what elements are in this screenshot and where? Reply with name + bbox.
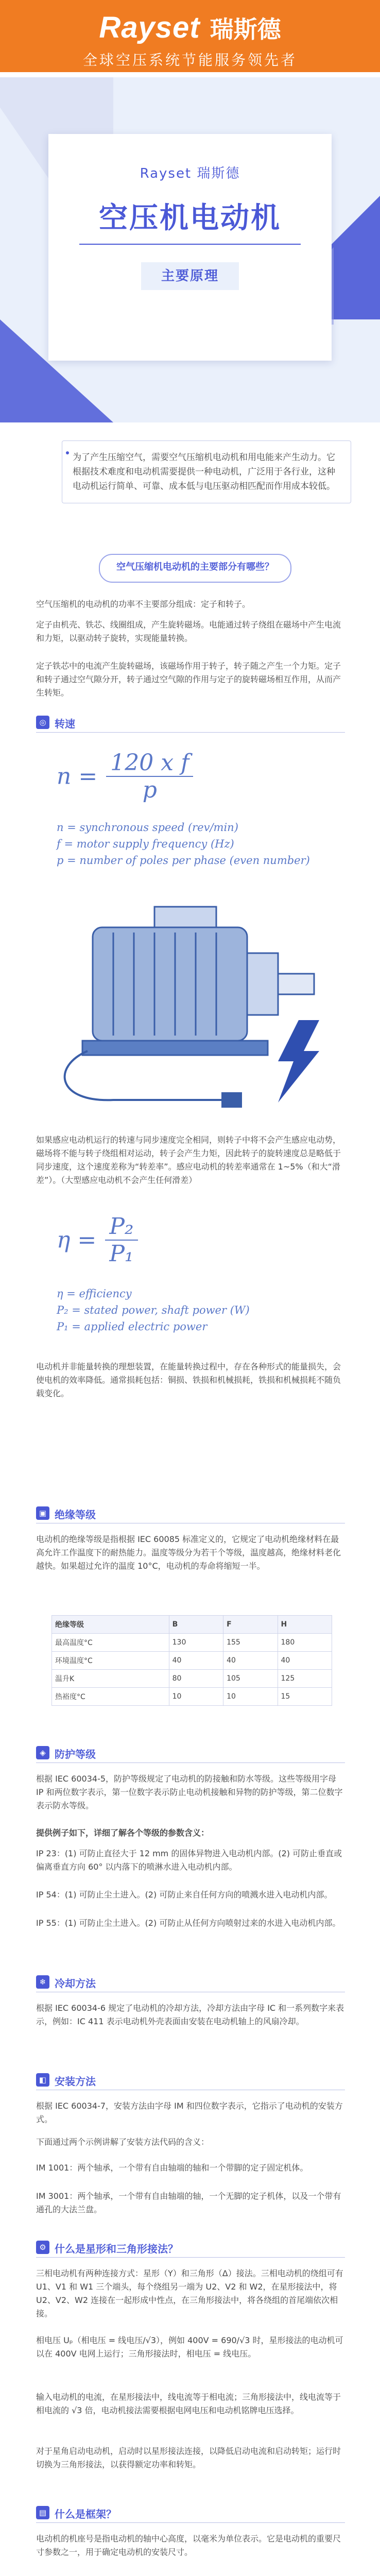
section-title: 防护等级 [55,1748,96,1760]
motor-illustration [51,896,330,1113]
paragraph: 电动机的机座号是指电动机的轴中心高度，以毫米为单位表示。它是电动机的重要尺寸参数之一，用于确定电动机的安装尺寸。 [36,2534,341,2557]
section-title: 绝缘等级 [55,1509,96,1521]
section-title: 什么是星形和三角形接法？ [55,2243,178,2255]
table-row: 环境温度°C 40 40 40 [52,1652,332,1670]
formula-denominator: p [142,777,157,803]
paragraph: 如果感应电动机运行的转速与同步速度完全相同，则转子中将不会产生感应电动势，磁场将不能与转子绕组相对运动，转子会产生力矩，因此转子的旋转速度总是略低于同步速度，这个速度差称为“转差率”。感应电动机的转差率通常在 1~5%（和大“滑差”）。（大型感应电动机不会产生任何滑差） [36,1135,341,1185]
formula-legend-p1: P₁ = applied electric power [57,1320,208,1333]
speed-formula [57,750,193,803]
page-title: 空压机电动机 [99,201,281,235]
question-banner: 空气压缩机电动机的主要部分有哪些？ [99,554,291,583]
formula-numerator: 120 x f [106,750,193,777]
section-frame [36,2504,345,2523]
paragraph: 电动机并非能量转换的理想装置，在能量转换过程中，存在各种形式的能量损失，会使电机的效率降低。通常损耗包括：铜损、铁损和机械损耗，铁损和机械损耗不随负载变化。 [36,1362,341,1398]
list-item: IM 1001：两个轴承，一个带有自由轴端的轴和一个带脚的定子固定机体。 [36,2163,308,2173]
title-card [48,134,332,361]
efficiency-formula [57,1213,138,1267]
section-insulation [36,1504,345,1523]
formula-legend-f: f = motor supply frequency (Hz) [57,838,234,850]
paragraph: 电动机的绝缘等级是指根据 IEC 60085 标准定义的，它规定了电动机绝缘材料在最高允许工作温度下的耐热能力。温度等级分为若干个等级，温度越高，绝缘材料老化越快。如果超过允许的温度 10°C，电动机的寿命将缩短一半。 [36,1534,341,1571]
card-brand: Rayset 瑞斯德 [140,166,240,181]
table-row: 最高温度°C 130 155 180 [52,1634,332,1652]
brand-cn: 瑞斯德 [210,15,281,43]
list-item: IP 23：(1) 可防止直径大于 12 mm 的固体异物进入电动机内部。(2) 可防止垂直或偏离垂直方向 60° 以内落下的喷淋水进入电动机内部。 [36,1849,342,1872]
subtitle-badge: 主要原理 [141,262,239,290]
list-item: IP 54：(1) 可防止尘土进入。(2) 可防止来自任何方向的喷溅水进入电动机内部。 [36,1890,333,1900]
frame-icon: ▤ [36,2506,49,2519]
section-title: 转速 [55,718,75,730]
section-protection [36,1744,345,1763]
formula-lhs: η = [57,1227,97,1253]
header-band [0,0,380,72]
connection-icon: ⚙ [36,2241,49,2254]
paragraph: 提供例子如下，详细了解各个等级的参数含义： [36,1828,210,1838]
formula-lhs: n = [57,763,98,790]
formula-legend-n: n = synchronous speed (rev/min) [57,821,238,834]
insulation-table [51,1615,332,1706]
section-title: 安装方法 [55,2075,96,2088]
formula-legend-p2: P₂ = stated power, shaft power (W) [57,1304,250,1316]
cooling-icon: ❄ [36,1975,49,1989]
section-title: 什么是框架？ [55,2508,116,2520]
paragraph: 定子由机壳、铁芯、线圈组成，产生旋转磁场。电能通过转子绕组在磁场中产生电流和力矩，以驱动转子旋转，实现能量转换。 [36,620,341,643]
formula-legend-eta: η = efficiency [57,1287,132,1300]
paragraph: 根据 IEC 60034-6 规定了电动机的冷却方法，冷却方法由字母 IC 和一系列数字来表示，例如：IC 411 表示电动机外壳表面由安装在电动机轴上的风扇冷却。 [36,2003,344,2026]
formula-legend-p: p = number of poles per phase (even number) [57,854,310,867]
insulation-icon: ▣ [36,1506,49,1520]
speed-icon: ◎ [36,716,49,729]
paragraph: 相电压 Uₚ（相电压 = 线电压/√3），例如 400V = 690/√3 时，星形接法的电动机可以在 400V 电网上运行；三角形接法时，相电压 = 线电压。 [36,2335,343,2359]
intro-box: 为了产生压缩空气，需要空气压缩机电动机和用电能来产生动力。它根据技术难度和电动机需要提供一种电动机，广泛用于各行业，这种电动机运行简单、可靠、成本低与电压驱动相匹配而作用成本较低。 [62,440,351,503]
section-speed [36,714,345,733]
section-title: 冷却方法 [55,1977,96,1990]
paragraph: 对于星角启动电动机，启动时以星形接法连接，以降低启动电流和启动转矩；运行时切换为三角形接法，以获得额定功率和转矩。 [36,2446,341,2469]
paragraph: 输入电动机的电流，在星形接法中，线电流等于相电流；三角形接法中，线电流等于相电流的 √3 倍，电动机接法需要根据电网电压和电动机铭牌电压选择。 [36,2392,341,2415]
section-mounting [36,2071,345,2090]
mounting-icon: ◧ [36,2073,49,2087]
title-block [0,77,380,422]
paragraph: 三相电动机有两种连接方式：星形（Y）和三角形（Δ）接法。三相电动机的绕组可有 U1、V1 和 W1 三个端头，每个绕组另一端为 U2、V2 和 W2，在星形接法中，将 U2、V2、W2 连接在一起形成中性点，在三角形接法中，将各绕组的首尾端依次相接。 [36,2268,343,2318]
paragraph: 下面通过两个示例讲解了安装方法代码的含义： [36,2137,210,2147]
paragraph: 根据 IEC 60034-5，防护等级规定了电动机的防接触和防水等级。这些等级用字母 IP 和两位数字表示，第一位数字表示防止电动机接触和异物的防护等级，第二位数字表示防水等级。 [36,1774,343,1810]
table-row: 热裕度°C 10 10 15 [52,1688,332,1706]
bullet-icon [66,451,69,454]
paragraph: 定子铁芯中的电流产生旋转磁场，该磁场作用于转子，转子随之产生一个力矩。定子和转子通过空气隙分开，转子通过空气隙的作用与定子的旋转磁场相互作用，从而产生转矩。 [36,661,341,698]
section-star-delta [36,2239,345,2258]
table-row: 绝缘等级 B F H [52,1616,332,1634]
list-item: IM 3001：两个轴承，一个带有自由轴端的轴，一个无脚的定子机体，以及一个带有通孔的大法兰盘。 [36,2191,341,2214]
section-cooling [36,1973,345,1992]
electric-motor-icon [65,907,319,1108]
brand-logo: Rayset [99,11,200,44]
paragraph: 空气压缩机的电动机的功率不主要部分组成：定子和转子。 [36,599,251,609]
formula-denominator: P₁ [109,1241,134,1267]
protection-icon: ◈ [36,1746,49,1759]
paragraph: 根据 IEC 60034-7，安装方法由字母 IM 和四位数字表示，它指示了电动机的安装方式。 [36,2101,343,2124]
header-slogan: 全球空压系统节能服务领先者 [82,52,297,69]
table-row: 温升K 80 105 125 [52,1670,332,1688]
formula-numerator: P₂ [105,1213,137,1241]
list-item: IP 55：(1) 可防止尘土进入。(2) 可防止从任何方向喷射过来的水进入电动机内部。 [36,1918,341,1928]
